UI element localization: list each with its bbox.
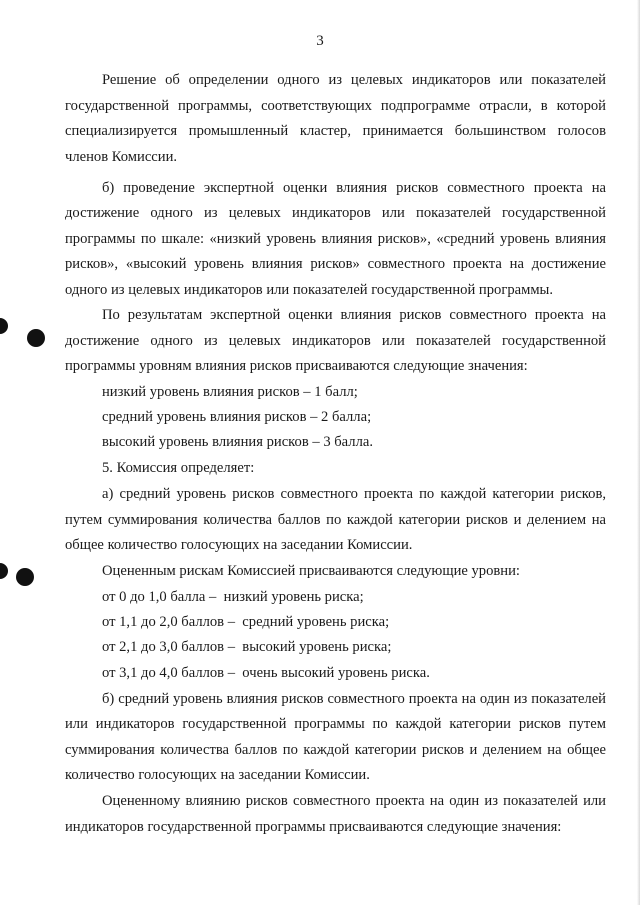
list-item: от 1,1 до 2,0 баллов – средний уровень риска; [102,614,390,630]
text-line: достижение одного из целевых индикаторов или показателей государственной [65,333,606,349]
text-line: количество голосующих на заседании Комиссии. [65,767,370,783]
text-line: б) проведение экспертной оценки влияния рисков совместного проекта на [102,180,606,196]
page-number: 3 [316,33,324,49]
text-line: программы по шкале: «низкий уровень влияния рисков», «средний уровень влияния [65,231,606,247]
text-line: рисков», «высокий уровень влияния рисков» совместного проекта на достижение [65,256,606,272]
text-line: а) средний уровень рисков совместного проекта по каждой категории рисков, [102,486,606,502]
text-line: По результатам экспертной оценки влияния рисков совместного проекта на [102,307,606,323]
list-item: средний уровень влияния рисков – 2 балла; [102,409,372,425]
punch-hole [16,568,34,586]
text-line: Решение об определении одного из целевых индикаторов или показателей [102,72,606,88]
text-line: Оцененным рискам Комиссией присваиваются следующие уровни: [102,563,520,579]
text-line: путем суммирования количества баллов по каждой категории рисков и делением на [65,512,606,528]
text-line: государственной программы, соответствующих подпрограмме отрасли, в которой [65,98,606,114]
text-line: индикаторов государственной программы присваиваются следующие значения: [65,819,562,835]
text-line: одного из целевых индикаторов или показателей государственной программы. [65,282,554,298]
punch-hole-edge [0,318,8,334]
text-line: достижение одного из целевых индикаторов или показателей государственной [65,205,606,221]
list-item: от 0 до 1,0 балла – низкий уровень риска; [102,589,364,605]
list-item: низкий уровень влияния рисков – 1 балл; [102,384,358,400]
text-line: б) средний уровень влияния рисков совместного проекта на один из показателей [102,691,606,707]
section-heading: 5. Комиссия определяет: [102,460,255,476]
punch-hole-edge [0,563,8,579]
text-line: программы уровням влияния рисков присваиваются следующие значения: [65,358,528,374]
punch-hole [27,329,45,347]
text-line: Оцененному влиянию рисков совместного проекта на один из показателей или [102,793,606,809]
text-line: суммирования количества баллов по каждой категории рисков и делением на общее [65,742,606,758]
list-item: от 2,1 до 3,0 баллов – высокий уровень риска; [102,639,392,655]
text-line: или индикаторов государственной программы по каждой категории рисков путем [65,716,606,732]
text-line: специализируется промышленный кластер, принимается большинством голосов [65,123,606,139]
text-line: общее количество голосующих на заседании Комиссии. [65,537,413,553]
list-item: от 3,1 до 4,0 баллов – очень высокий уровень риска. [102,665,430,681]
text-line: членов Комиссии. [65,149,178,165]
list-item: высокий уровень влияния рисков – 3 балла. [102,434,373,450]
